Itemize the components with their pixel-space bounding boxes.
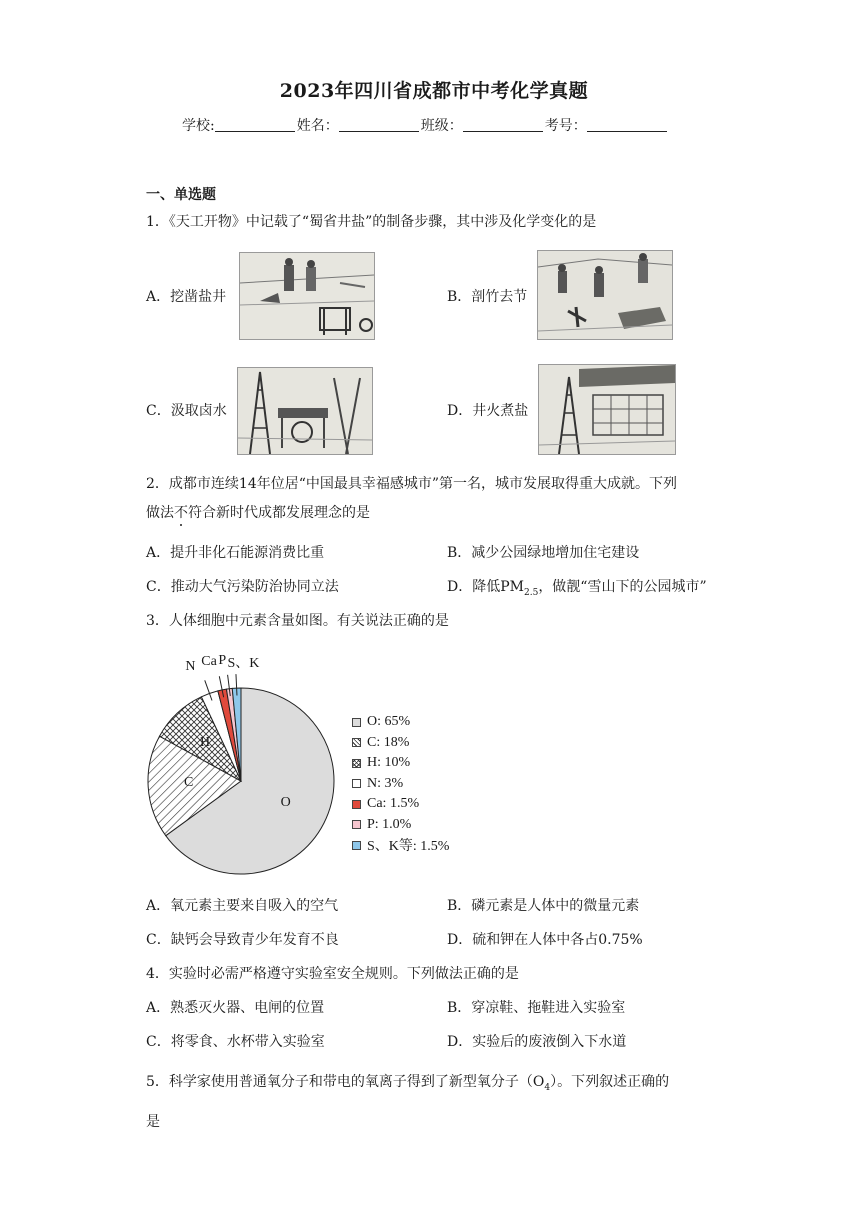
question-2-stem-line1: 2．成都市连续14年位居“中国最具幸福感城市”第一名，城市发展取得重大成就。下列 [146,476,678,492]
stem-text: 5．科学家使用普通氧分子和带电的氧离子得到了新型氧分子（O [146,1074,545,1090]
stem-text: ）。下列叙述正确的 [550,1074,670,1090]
question-1-option-b[interactable]: B．剖竹去节 [447,289,528,305]
question-4-option-a[interactable]: A．熟悉灭火器、电闸的位置 [146,1000,325,1016]
question-5-stem-line1 [146,1071,669,1093]
question-4-option-d[interactable]: D．实验后的废液倒入下水道 [447,1034,627,1050]
legend-text: P: 1.0% [367,816,412,832]
option-subscript: 2.5 [523,587,539,598]
option-text: ，做靓“雪山下的公园城市” [538,579,707,595]
legend-swatch [352,738,361,747]
legend-item [352,815,449,836]
school-blank[interactable] [215,117,295,132]
legend-text: C: 18% [367,734,410,750]
pie-label-h: H [199,734,211,750]
class-label: 班级： [420,118,463,134]
stem-text: 符合新时代成都发展理念的是 [188,505,370,521]
legend-text: O: 65% [367,714,411,730]
class-blank[interactable] [463,117,543,132]
question-5-stem-line2: 是 [146,1114,160,1130]
brine-drawing-illustration [237,367,373,455]
legend-item [352,835,449,856]
emphasis-not: 不 [174,505,188,521]
exam-number-label: 考号： [544,118,587,134]
question-3-option-a[interactable]: A．氧元素主要来自吸入的空气 [146,898,339,914]
legend-swatch [352,779,361,788]
bamboo-splitting-illustration [537,250,673,340]
question-3-option-c[interactable]: C．缺钙会导致青少年发育不良 [146,932,339,948]
legend-item [352,753,449,774]
school-label: 学校: [182,118,215,134]
legend-text: H: 10% [367,755,411,771]
question-2-stem-line2 [146,502,370,522]
question-3-stem: 3．人体细胞中元素含量如图。有关说法正确的是 [146,613,449,629]
exam-number-blank[interactable] [587,117,667,132]
legend-text: S、K等: 1.5% [367,839,450,855]
salt-boiling-illustration [538,364,676,455]
legend-item [352,794,449,815]
pie-label-sk: S、K [227,656,260,672]
legend-swatch [352,759,361,768]
pie-label-p: P [218,652,227,668]
stem-text: 做法 [146,505,174,521]
legend-swatch [352,820,361,829]
name-label: 姓名： [296,118,339,134]
question-4-option-c[interactable]: C．将零食、水杯带入实验室 [146,1034,325,1050]
element-content-pie-chart [140,680,340,880]
question-1-stem: 1．《天工开物》中记载了“蜀省井盐”的制备步骤，其中涉及化学变化的是 [146,214,597,230]
legend-item [352,712,449,733]
question-4-option-b[interactable]: B．穿凉鞋、拖鞋进入实验室 [447,1000,626,1016]
question-2-option-b[interactable]: B．减少公园绿地增加住宅建设 [447,545,640,561]
option-text: D．降低PM [447,579,524,595]
legend-item [352,733,449,754]
legend-swatch [352,800,361,809]
question-2-option-a[interactable]: A．提升非化石能源消费比重 [146,545,325,561]
student-info-line [182,115,669,135]
pie-label-n: N [185,658,196,674]
question-1-option-d[interactable]: D．井火煮盐 [447,403,529,419]
question-2-option-d[interactable] [447,576,707,598]
pie-label-o: O [280,795,291,811]
legend-swatch [352,718,361,727]
legend-swatch [352,841,361,850]
section-heading: 一、单选题 [146,187,216,203]
pie-label-c: C [183,775,194,791]
legend-text: N: 3% [367,775,404,791]
salt-well-digging-illustration [239,252,375,340]
pie-legend [352,712,449,856]
question-3-option-d[interactable]: D．硫和钾在人体中各占0.75% [447,932,643,948]
legend-item [352,774,449,795]
legend-text: Ca: 1.5% [367,796,420,812]
stem-subscript: 4 [544,1082,551,1093]
question-1-option-a[interactable]: A．挖凿盐井 [146,289,227,305]
question-2-option-c[interactable]: C．推动大气污染防治协同立法 [146,579,339,595]
question-1-option-c[interactable]: C．汲取卤水 [146,403,227,419]
pie-label-ca: Ca [201,654,217,670]
question-3-option-b[interactable]: B．磷元素是人体中的微量元素 [447,898,640,914]
document-title: 2023年四川省成都市中考化学真题 [279,80,589,102]
question-4-stem: 4．实验时必需严格遵守实验室安全规则。下列做法正确的是 [146,966,519,982]
name-blank[interactable] [339,117,419,132]
